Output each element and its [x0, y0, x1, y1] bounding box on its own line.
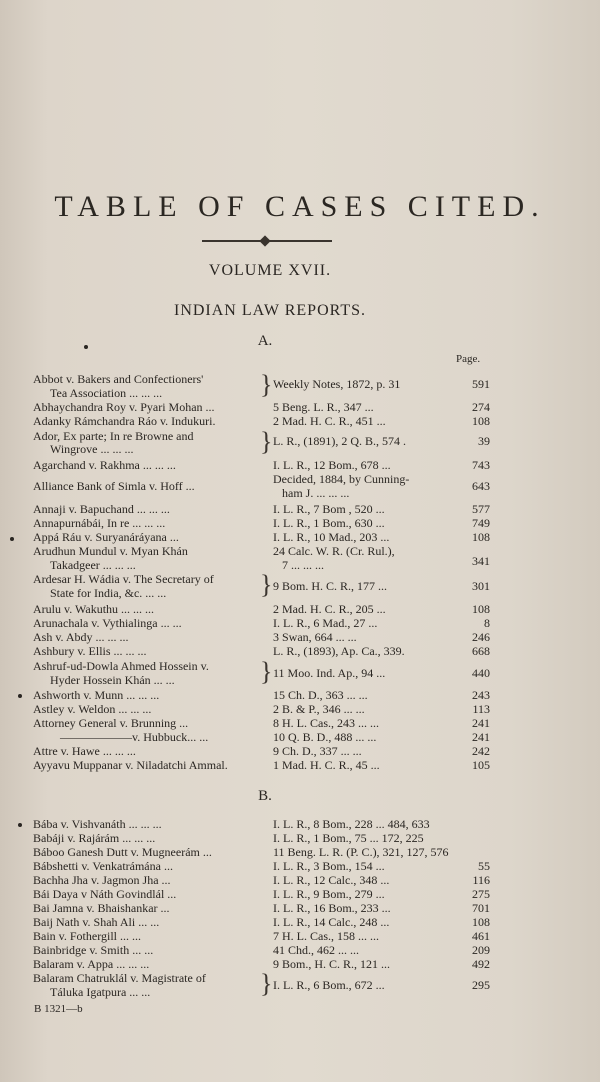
- section-letter-a: A.: [257, 333, 273, 349]
- case-row: ——————v. Hubbuck... ... 10 Q. B. D., 488 ... ... 241: [60, 730, 490, 744]
- page-column-label: Page.: [456, 353, 481, 365]
- case-row: Bábshetti v. Venkatrámána ... I. L. R., 3 Bom., 154 ... 55: [33, 859, 490, 873]
- volume-heading: VOLUME XVII.: [208, 262, 332, 279]
- case-row: Appá Ráu v. Suryanáráyana ... I. L. R., 10 Mad., 203 ... 108: [33, 530, 490, 544]
- case-row: Bái Daya v Náth Govindlál ... I. L. R., 9 Bom., 279 ... 275: [33, 887, 490, 901]
- case-row: Bainbridge v. Smith ... ... 41 Chd., 462 ... ... 209: [33, 943, 490, 957]
- page-title: TABLE OF CASES CITED.: [54, 190, 546, 223]
- brace-icon: }: [260, 427, 273, 456]
- bullet-mark: [18, 823, 22, 827]
- case-row: Abhaychandra Roy v. Pyari Mohan ... 5 Beng. L. R., 347 ... 274: [33, 400, 490, 414]
- case-row-cont: Wingrove ... ... ...: [50, 442, 134, 456]
- case-row: Agarchand v. Rakhma ... ... ... I. L. R., 12 Bom., 678 ... 743: [33, 458, 490, 472]
- case-row: Ardesar H. Wádia v. The Secretary of 9 Bom. H. C. R., 177 ... 301: [33, 572, 490, 593]
- case-row: Alliance Bank of Simla v. Hoff ... Decided, 1884, by Cunning- 643: [33, 472, 490, 493]
- case-row: Arudhun Mundul v. Myan Khán 24 Calc. W. R. (Cr. Rul.), 341: [33, 544, 490, 568]
- case-row: Attorney General v. Brunning ... 8 H. L. Cas., 243 ... ... 241: [33, 716, 490, 730]
- case-row: Attre v. Hawe ... ... ... 9 Ch. D., 337 ... ... 242: [33, 744, 490, 758]
- case-row: Annapurnábái, In re ... ... ... I. L. R., 1 Bom., 630 ... 749: [33, 516, 490, 530]
- case-row-cont: Táluka Igatpura ... ...: [50, 985, 151, 999]
- case-row: Ash v. Abdy ... ... ... 3 Swan, 664 ... ... 246: [33, 630, 490, 644]
- case-row: Adanky Rámchandra Ráo v. Indukuri. 2 Mad. H. C. R., 451 ... 108: [33, 414, 490, 428]
- case-row: Baij Nath v. Shah Ali ... ... I. L. R., 14 Calc., 248 ... 108: [33, 915, 490, 929]
- bullet-mark: [18, 694, 22, 698]
- rule-ornament: [259, 235, 270, 246]
- brace-icon: }: [260, 370, 273, 399]
- case-row-cont: Hyder Hossein Khán ... ...: [50, 673, 175, 687]
- case-row: Ashruf-ud-Dowla Ahmed Hossein v. 11 Moo. Ind. Ap., 94 ... 440: [33, 659, 490, 680]
- case-row: Balaram Chatruklál v. Magistrate of I. L. R., 6 Bom., 672 ... 295: [33, 971, 490, 992]
- bullet-mark: [10, 537, 14, 541]
- section-letter-b: B.: [258, 788, 272, 804]
- case-row: Bain v. Fothergill ... ... 7 H. L. Cas., 158 ... ... 461: [33, 929, 490, 943]
- reports-heading: INDIAN LAW REPORTS.: [173, 302, 366, 319]
- case-row: Ashbury v. Ellis ... ... ... L. R., (1893), Ap. Ca., 339. 668: [33, 644, 490, 658]
- case-row: Bai Jamna v. Bhaishankar ... I. L. R., 16 Bom., 233 ... 701: [33, 901, 490, 915]
- case-row-cont: Tea Association ... ... ...: [50, 386, 163, 400]
- case-row: Abbot v. Bakers and Confectioners' Weekly Notes, 1872, p. 31 591: [33, 372, 490, 391]
- brace-icon: }: [260, 570, 273, 599]
- signature-mark: B 1321—b: [34, 1003, 83, 1015]
- case-row: Ashworth v. Munn ... ... ... 15 Ch. D., 363 ... ... 243: [33, 688, 490, 702]
- case-row: Bába v. Vishvanáth ... ... ... I. L. R., 8 Bom., 228 ... 484, 633: [33, 817, 430, 831]
- case-row: Annaji v. Bapuchand ... ... ... I. L. R., 7 Bom , 520 ... 577: [33, 502, 490, 516]
- brace-icon: }: [260, 657, 273, 686]
- case-row: Babáji v. Rajárám ... ... ... I. L. R., 1 Bom., 75 ... 172, 225: [33, 831, 424, 845]
- case-row: Bachha Jha v. Jagmon Jha ... I. L. R., 12 Calc., 348 ... 116: [33, 873, 490, 887]
- brace-icon: }: [260, 969, 273, 998]
- case-row: Báboo Ganesh Dutt v. Mugneerám ... 11 Beng. L. R. (P. C.), 321, 127, 576: [33, 845, 449, 859]
- case-row-cont: ham J. ... ... ...: [282, 486, 350, 500]
- bullet-mark: [84, 345, 88, 349]
- case-row: Balaram v. Appa ... ... ... 9 Bom., H. C. R., 121 ... 492: [33, 957, 490, 971]
- case-row: Ayyavu Muppanar v. Niladatchi Ammal. 1 Mad. H. C. R., 45 ... 105: [33, 758, 490, 772]
- case-row: Astley v. Weldon ... ... ... 2 B. & P., 346 ... ... 113: [33, 702, 490, 716]
- case-row: Ador, Ex parte; In re Browne and L. R., (1891), 2 Q. B., 574 . 39: [33, 429, 490, 448]
- case-row: Arunachala v. Vythialinga ... ... I. L. R., 6 Mad., 27 ... 8: [33, 616, 490, 630]
- case-row: Arulu v. Wakuthu ... ... ... 2 Mad. H. C. R., 205 ... 108: [33, 602, 490, 616]
- case-row-cont: Takadgeer ... ... ... 7 ... ... ...: [50, 558, 324, 572]
- case-row-cont: State for India, &c. ... ...: [50, 586, 167, 600]
